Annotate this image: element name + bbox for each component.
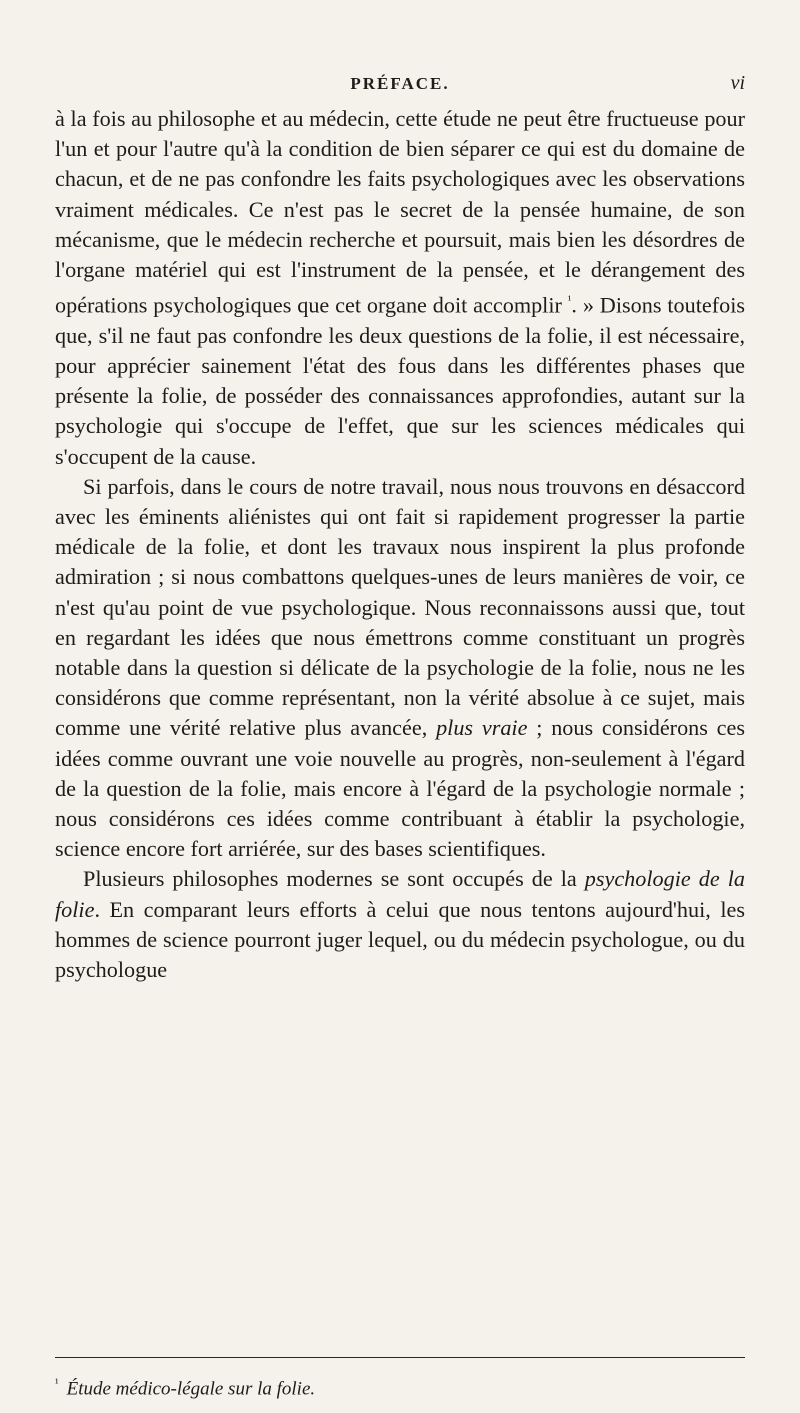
footnote: [55, 1372, 745, 1400]
paragraph-2-italic: plus vraie: [436, 715, 528, 741]
paragraph-2: [55, 472, 745, 865]
paragraph-3-italic: psychologie de la folie: [55, 866, 745, 922]
paragraph-3-text: Plusieurs philosophes modernes se sont occupés de la: [83, 866, 585, 892]
paragraph-3: [55, 864, 745, 985]
paragraph-2-text: Si parfois, dans le cours de notre travail, nous nous trouvons en désaccord avec les éminents aliénistes qui ont fait si rapidement progresser la partie médicale de la folie, et dont les travaux nous inspirent la plus profonde admiration ; si nous combattons quelques-unes de leurs manières de voir, ce n'est qu'au point de vue psychologique. Nous reconnaissons aussi que, tout en regardant les idées que nous émettrons comme constituant un progrès notable dans la question si délicate de la psychologie de la folie, nous ne les considérons que comme représentant, non la vérité absolue à ce sujet, mais comme une vérité relative plus avancée,: [55, 473, 745, 741]
footnote-reference: ¹: [567, 293, 572, 308]
running-head: PRÉFACE.: [350, 74, 450, 93]
paragraph-1-text-continued: . » Disons toutefois que, s'il ne faut pas confondre les deux questions de la folie, il est nécessaire, pour apprécier sainement l'état des fous dans les différentes phases que présente la folie, de posséder des connaissances approfondies, autant sur la psychologie qui s'occupe de l'effet, que sur les sciences médicales qui s'occupent de la cause.: [55, 292, 745, 469]
page-header: [55, 74, 745, 98]
footnote-divider: [55, 1357, 745, 1358]
footnote-mark: ¹: [55, 1376, 59, 1390]
footnote-text: Étude médico-légale sur la folie.: [66, 1378, 316, 1400]
paragraph-1: [55, 104, 745, 472]
page-number: vi: [730, 72, 745, 94]
paragraph-3-text-continued: . En comparant leurs efforts à celui que nous tentons aujourd'hui, les hommes de science pourront juger lequel, ou du médecin psychologue, ou du psychologue: [55, 896, 745, 983]
paragraph-1-text: à la fois au philosophe et au médecin, cette étude ne peut être fructueuse pour l'un et pour l'autre qu'à la condition de bien séparer ce qui est du domaine de chacun, et de ne pas confondre les faits psychologiques avec les observations vraiment médicales. Ce n'est pas le secret de la pensée humaine, de son mécanisme, que le médecin recherche et poursuit, mais bien les désordres de l'organe matériel qui est l'instrument de la pensée, et le dérangement des opérations psychologiques que cet organe doit accomplir: [55, 106, 745, 318]
paragraph-2-text-continued: ; nous considérons ces idées comme ouvrant une voie nouvelle au progrès, non-seulement à l'égard de la question de la folie, mais encore à l'égard de la psychologie normale ; nous considérons ces idées comme contribuant à établir la psychologie, science encore fort arriérée, sur des bases scientifiques.: [55, 715, 746, 862]
body-text: [55, 104, 745, 985]
